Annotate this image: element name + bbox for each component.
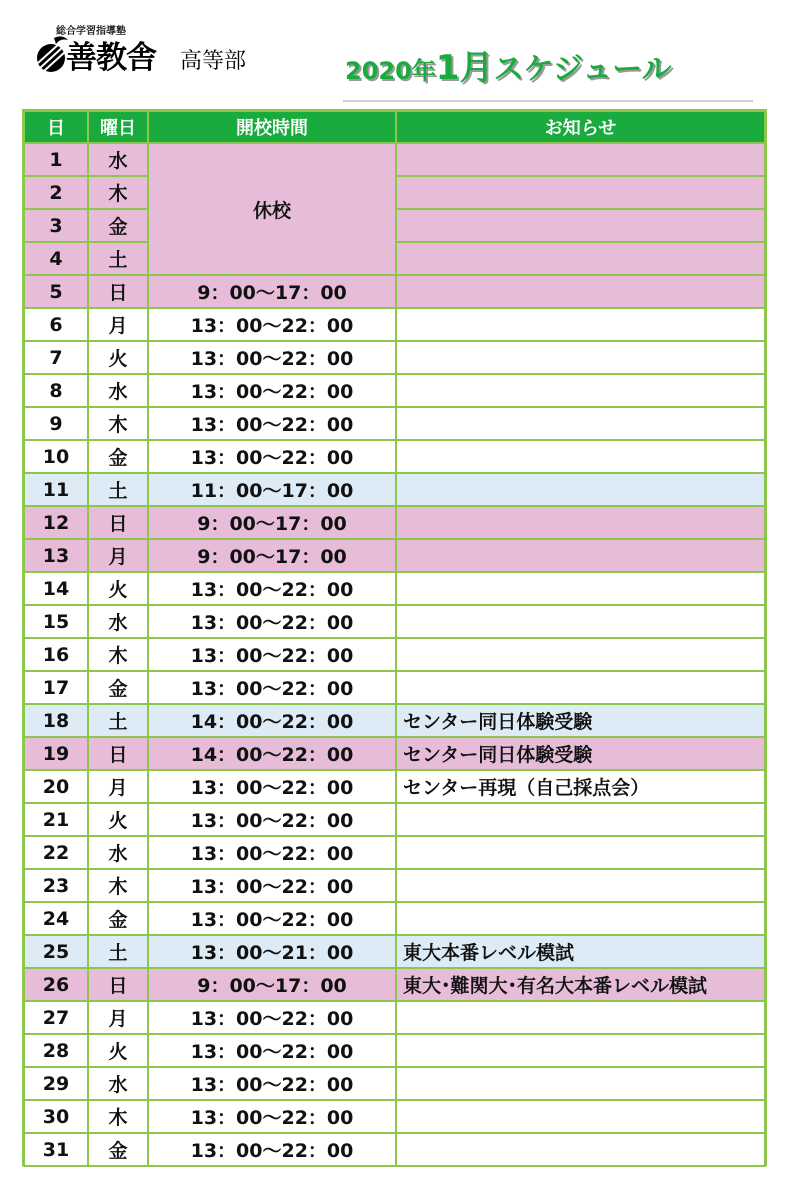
closed-cell: 休校 (148, 143, 396, 275)
weekday-cell: 火 (88, 341, 148, 374)
notice-cell (396, 374, 765, 407)
table-row (24, 1001, 765, 1034)
notice-cell (396, 506, 765, 539)
hours-cell: 13：00～22：00 (148, 836, 396, 869)
weekday-cell: 日 (88, 737, 148, 770)
weekday-cell: 月 (88, 1001, 148, 1034)
weekday-cell: 水 (88, 605, 148, 638)
column-header-day: 日 (24, 111, 88, 143)
day-cell: 23 (24, 869, 88, 902)
weekday-cell: 木 (88, 176, 148, 209)
weekday-cell: 土 (88, 935, 148, 968)
day-cell: 31 (24, 1133, 88, 1166)
notice-cell (396, 1133, 765, 1166)
table-row (24, 1067, 765, 1100)
notice-cell: センター再現（自己採点会） (396, 770, 765, 803)
title-schedule: スケジュール (493, 52, 672, 87)
table-row (24, 704, 765, 737)
weekday-cell: 金 (88, 440, 148, 473)
table-row (24, 506, 765, 539)
hours-cell: 11：00～17：00 (148, 473, 396, 506)
day-cell: 11 (24, 473, 88, 506)
table-row (24, 407, 765, 440)
day-cell: 30 (24, 1100, 88, 1133)
day-cell: 28 (24, 1034, 88, 1067)
hours-cell: 13：00～22：00 (148, 1001, 396, 1034)
weekday-cell: 水 (88, 374, 148, 407)
table-row (24, 836, 765, 869)
notice-cell (396, 572, 765, 605)
title-year: 2020年 (345, 57, 436, 85)
table-row (24, 968, 765, 1001)
table-header-row (24, 111, 765, 143)
logo-division: 高等部 (180, 49, 247, 74)
page-header (0, 0, 800, 100)
hours-cell: 13：00～22：00 (148, 1034, 396, 1067)
day-cell: 5 (24, 275, 88, 308)
table-row (24, 605, 765, 638)
weekday-cell: 水 (88, 1067, 148, 1100)
notice-cell (396, 671, 765, 704)
notice-cell: センター同日体験受験 (396, 704, 765, 737)
logo-subtitle: 総合学習指導塾 (56, 26, 126, 37)
table-row (24, 275, 765, 308)
weekday-cell: 金 (88, 1133, 148, 1166)
weekday-cell: 木 (88, 638, 148, 671)
day-cell: 2 (24, 176, 88, 209)
logo-name: 善教舎 (66, 40, 156, 76)
day-cell: 19 (24, 737, 88, 770)
table-row (24, 671, 765, 704)
weekday-cell: 金 (88, 671, 148, 704)
schedule-table (23, 110, 766, 1167)
hours-cell: 14：00～22：00 (148, 704, 396, 737)
logo (34, 22, 264, 82)
day-cell: 20 (24, 770, 88, 803)
column-header-weekday: 曜日 (88, 111, 148, 143)
notice-cell (396, 176, 765, 209)
notice-cell (396, 242, 765, 275)
notice-cell (396, 605, 765, 638)
weekday-cell: 金 (88, 209, 148, 242)
day-cell: 10 (24, 440, 88, 473)
hours-cell: 9：00～17：00 (148, 506, 396, 539)
table-row (24, 1100, 765, 1133)
notice-cell: センター同日体験受験 (396, 737, 765, 770)
table-row (24, 341, 765, 374)
weekday-cell: 木 (88, 869, 148, 902)
hours-cell: 13：00～22：00 (148, 341, 396, 374)
weekday-cell: 木 (88, 1100, 148, 1133)
notice-cell (396, 803, 765, 836)
title-month: 1月 (435, 48, 494, 88)
notice-cell: 東大本番レベル模試 (396, 935, 765, 968)
table-row (24, 572, 765, 605)
notice-cell (396, 209, 765, 242)
notice-cell (396, 143, 765, 176)
hours-cell: 13：00～22：00 (148, 803, 396, 836)
logo-swoosh-icon (34, 34, 70, 74)
table-row (24, 473, 765, 506)
day-cell: 21 (24, 803, 88, 836)
table-row (24, 440, 765, 473)
day-cell: 14 (24, 572, 88, 605)
table-row (24, 737, 765, 770)
table-row (24, 902, 765, 935)
weekday-cell: 金 (88, 902, 148, 935)
hours-cell: 13：00～22：00 (148, 770, 396, 803)
day-cell: 3 (24, 209, 88, 242)
table-row (24, 308, 765, 341)
title-underline (343, 100, 753, 102)
hours-cell: 13：00～22：00 (148, 869, 396, 902)
weekday-cell: 月 (88, 770, 148, 803)
notice-cell (396, 836, 765, 869)
column-header-hours: 開校時間 (148, 111, 396, 143)
weekday-cell: 火 (88, 572, 148, 605)
day-cell: 7 (24, 341, 88, 374)
table-row (24, 638, 765, 671)
notice-cell (396, 440, 765, 473)
notice-cell (396, 407, 765, 440)
notice-cell (396, 539, 765, 572)
notice-cell (396, 902, 765, 935)
weekday-cell: 火 (88, 1034, 148, 1067)
hours-cell: 9：00～17：00 (148, 539, 396, 572)
weekday-cell: 日 (88, 275, 148, 308)
hours-cell: 13：00～22：00 (148, 572, 396, 605)
table-row (24, 1034, 765, 1067)
hours-cell: 13：00～22：00 (148, 671, 396, 704)
weekday-cell: 木 (88, 407, 148, 440)
day-cell: 4 (24, 242, 88, 275)
notice-cell (396, 275, 765, 308)
notice-cell: 東大･難関大･有名大本番レベル模試 (396, 968, 765, 1001)
hours-cell: 13：00～22：00 (148, 1067, 396, 1100)
hours-cell: 14：00～22：00 (148, 737, 396, 770)
day-cell: 9 (24, 407, 88, 440)
day-cell: 18 (24, 704, 88, 737)
weekday-cell: 土 (88, 704, 148, 737)
weekday-cell: 火 (88, 803, 148, 836)
hours-cell: 13：00～22：00 (148, 638, 396, 671)
weekday-cell: 土 (88, 473, 148, 506)
weekday-cell: 月 (88, 308, 148, 341)
day-cell: 17 (24, 671, 88, 704)
day-cell: 8 (24, 374, 88, 407)
day-cell: 25 (24, 935, 88, 968)
weekday-cell: 水 (88, 143, 148, 176)
table-row (24, 803, 765, 836)
weekday-cell: 日 (88, 968, 148, 1001)
day-cell: 15 (24, 605, 88, 638)
hours-cell: 9：00～17：00 (148, 968, 396, 1001)
day-cell: 27 (24, 1001, 88, 1034)
page-title (345, 40, 672, 89)
day-cell: 13 (24, 539, 88, 572)
notice-cell (396, 1034, 765, 1067)
hours-cell: 13：00～22：00 (148, 1100, 396, 1133)
table-row (24, 374, 765, 407)
notice-cell (396, 341, 765, 374)
notice-cell (396, 1100, 765, 1133)
day-cell: 12 (24, 506, 88, 539)
hours-cell: 13：00～22：00 (148, 308, 396, 341)
table-row (24, 539, 765, 572)
hours-cell: 13：00～22：00 (148, 605, 396, 638)
day-cell: 16 (24, 638, 88, 671)
day-cell: 26 (24, 968, 88, 1001)
notice-cell (396, 869, 765, 902)
day-cell: 1 (24, 143, 88, 176)
hours-cell: 13：00～22：00 (148, 902, 396, 935)
hours-cell: 9：00～17：00 (148, 275, 396, 308)
hours-cell: 13：00～22：00 (148, 374, 396, 407)
table-row (24, 869, 765, 902)
weekday-cell: 日 (88, 506, 148, 539)
notice-cell (396, 1001, 765, 1034)
day-cell: 22 (24, 836, 88, 869)
notice-cell (396, 1067, 765, 1100)
hours-cell: 13：00～22：00 (148, 407, 396, 440)
hours-cell: 13：00～22：00 (148, 1133, 396, 1166)
hours-cell: 13：00～21：00 (148, 935, 396, 968)
notice-cell (396, 638, 765, 671)
table-row (24, 770, 765, 803)
table-row (24, 143, 765, 176)
column-header-notice: お知らせ (396, 111, 765, 143)
hours-cell: 13：00～22：00 (148, 440, 396, 473)
day-cell: 24 (24, 902, 88, 935)
notice-cell (396, 473, 765, 506)
weekday-cell: 土 (88, 242, 148, 275)
day-cell: 6 (24, 308, 88, 341)
table-row (24, 1133, 765, 1166)
day-cell: 29 (24, 1067, 88, 1100)
weekday-cell: 月 (88, 539, 148, 572)
weekday-cell: 水 (88, 836, 148, 869)
notice-cell (396, 308, 765, 341)
table-row (24, 935, 765, 968)
